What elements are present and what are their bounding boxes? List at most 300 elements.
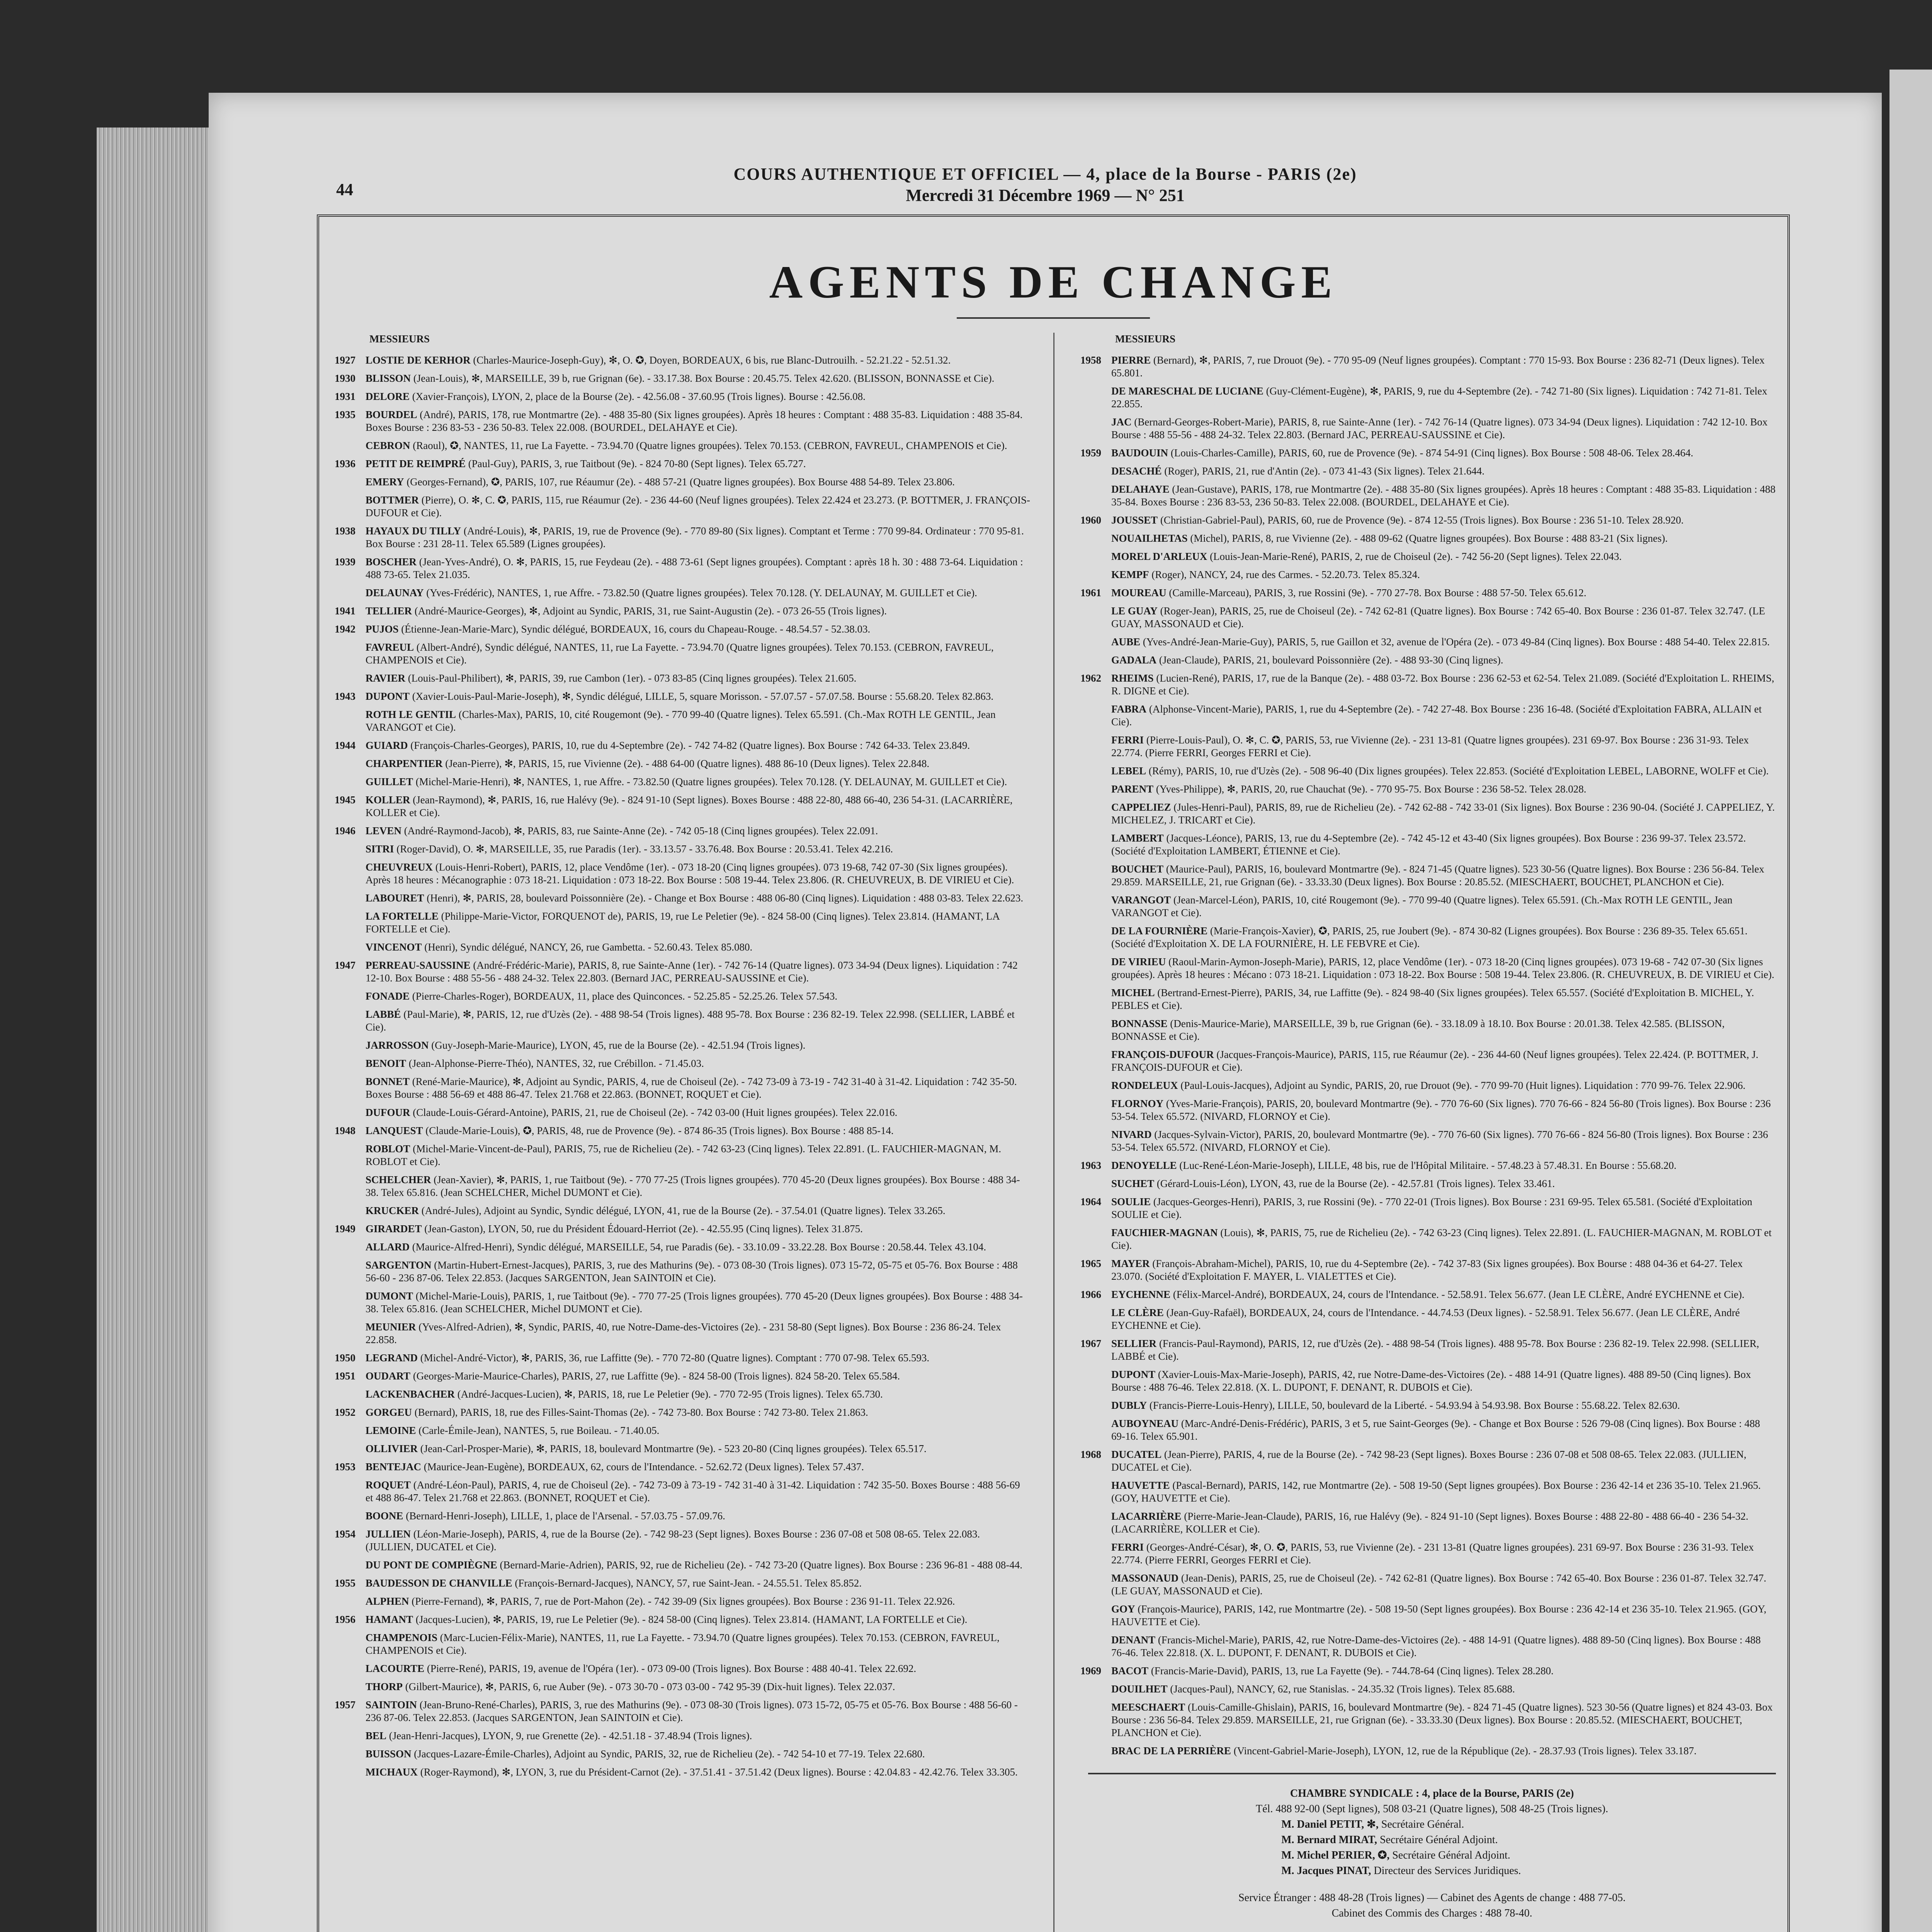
agent-name: DENANT [1111,1634,1156,1646]
page-title: AGENTS DE CHANGE [769,256,1338,308]
agent-details: (Jean-Pierre), PARIS, 4, rue de la Bourse (2e). - 742 98-23 (Sept lignes). Boxes Bourse : 236 07-08 et 508 08-65. Telex 22.083. (JULLIEN, DUCATEL et Cie). [1111,1449,1747,1473]
agent-name: LACARRIÈRE [1111,1510,1182,1522]
member-role: Secrétaire Général Adjoint. [1379,1834,1498,1846]
agent-details: (Albert-André), Syndic délégué, NANTES, 11, rue La Fayette. - 73.94.70 (Quatre lignes groupées). Telex 70.153. (CEBRON, FAVREUL, CHAMPENOIS et Cie). [366,641,994,666]
agent-entry [1080,986,1776,1012]
agent-entry [1080,1417,1776,1443]
agent-name: PIERRE [1111,354,1151,366]
agent-entry [335,1057,1030,1070]
agent-name: DOUILHET [1111,1683,1168,1695]
member-role: Secrétaire Général. [1381,1818,1464,1830]
entry-body [366,1559,1030,1571]
entry-body [1111,605,1776,630]
entry-year [1080,703,1111,728]
agent-name: BEL [366,1730,387,1742]
agent-name: GIRARDET [366,1223,422,1235]
entry-year [1080,1048,1111,1074]
agent-name: BACOT [1111,1665,1149,1677]
agent-name: BRAC DE LA PERRIÈRE [1111,1745,1231,1757]
entry-year [1080,1541,1111,1566]
agent-details: (René-Marie-Maurice), ✻, Adjoint au Syndic, PARIS, 4, rue de Choiseul (2e). - 742 73-09 à 73-19 - 742 31-40 à 31-42. Liquidation : 742 35-50. Boxes Bourse : 488 56-69 et 488 86-47. Telex 21.768 et 22.863. (BONNET, ROQUET et Cie). [366,1076,1017,1100]
entry-body [366,1259,1030,1284]
agent-entry [335,1241,1030,1253]
agent-entry [1080,1226,1776,1252]
entry-body [366,1075,1030,1101]
entry-year [1080,1603,1111,1628]
agent-details: (Charles-Maurice-Joseph-Guy), ✻, O. ✪, Doyen, BORDEAUX, 6 bis, rue Blanc-Dutrouilh. - 52.21.22 - 52.51.32. [473,354,951,366]
document-page [209,93,1882,1932]
entry-year [335,587,366,599]
entry-body [366,1680,1030,1693]
entry-body [1111,1196,1776,1221]
agent-details: (Camille-Marceau), PARIS, 3, rue Rossini (9e). - 770 27-78. Box Bourse : 488 57-50. Telex 65.612. [1169,587,1587,599]
entry-year [1080,550,1111,563]
entry-body [1111,1048,1776,1074]
agent-details: (Jean-Yves-André), O. ✻, PARIS, 15, rue Feydeau (2e). - 488 73-61 (Sept lignes groupées). Comptant : après 18 h. 30 : 488 73-64. Liquidation : 488 73-65. Telex 21.035. [366,556,1023,580]
agent-entry [335,1479,1030,1504]
agent-entry [1080,465,1776,478]
agent-name: SOULIE [1111,1196,1151,1208]
entry-body [1111,986,1776,1012]
entry-body [366,1510,1030,1522]
agent-details: (Vincent-Gabriel-Marie-Joseph), LYON, 12, rue de la République (2e). - 28.37.93 (Trois lignes). Telex 33.187. [1233,1745,1697,1757]
agent-name: LE CLÈRE [1111,1307,1164,1318]
agent-entry [1080,783,1776,796]
entry-year [335,843,366,855]
content-frame [317,214,1790,1932]
agent-details: (Marc-Lucien-Félix-Marie), NANTES, 11, rue La Fayette. - 73.94.70 (Quatre lignes groupées). Telex 70.153. (CEBRON, FAVREUL, CHAMPENOIS et Cie). [366,1632,1000,1656]
entry-body [1111,1159,1776,1172]
entry-body [1111,765,1776,777]
entry-body [1111,654,1776,667]
entry-year [335,708,366,734]
entry-year [1080,783,1111,796]
chambre-members [1088,1817,1776,1879]
agent-name: MOUREAU [1111,587,1167,599]
agent-entry [335,825,1030,837]
entry-year: 1935 [335,409,355,420]
agent-entry [1080,1683,1776,1696]
agent-details: (Jacques-François-Maurice), PARIS, 115, rue Réaumur (2e). - 236 44-60 (Neuf lignes groupées). Telex 22.424. (P. BOTTMER, J. FRANÇOIS-DUFOUR et Cie). [1111,1049,1759,1073]
entry-year [1080,734,1111,759]
agent-details: (Jacques-Paul), NANCY, 62, rue Stanislas. - 24.35.32 (Trois lignes). Telex 85.688. [1170,1683,1515,1695]
agent-entry [335,605,1030,617]
agent-details: (André-Raymond-Jacob), ✻, PARIS, 83, rue Sainte-Anne (2e). - 742 05-18 (Cinq lignes groupées). Telex 22.091. [404,825,878,837]
agent-entry [1080,1257,1776,1283]
agent-details: (Léon-Marie-Joseph), PARIS, 4, rue de la Bourse (2e). - 742 98-23 (Sept lignes). Boxes Bourse : 236 07-08 et 508 08-65. Telex 22.083. (JULLIEN, DUCATEL et Cie). [366,1528,980,1553]
agent-name: FABRA [1111,703,1146,715]
agent-details: (Xavier-François), LYON, 2, place de la Bourse (2e). - 42.56.08 - 37.60.95 (Trois lignes). Bourse : 42.56.08. [412,391,866,402]
entry-body [366,605,1030,617]
agent-entry [335,1510,1030,1522]
agent-details: (Jean-Xavier), ✻, PARIS, 1, rue Taitbout (9e). - 770 77-25 (Trois lignes groupées). 770 45-20 (Deux lignes groupées). Box Bourse : 488 34-38. Telex 65.816. (Jean SCHELCHER, Michel DUMONT et Cie). [366,1174,1020,1198]
entry-year: 1963 [1080,1160,1101,1171]
header-publication: COURS AUTHENTIQUE ET OFFICIEL — 4, place de la Bourse - PARIS (2e) [733,165,1357,184]
agent-entry [1080,447,1776,459]
entry-body [366,672,1030,685]
agent-entry [335,690,1030,703]
agent-entry [335,708,1030,734]
chambre-tel: Tél. 488 92-00 (Sept lignes), 508 03-21 (Quatre lignes), 508 48-25 (Trois lignes). [1256,1803,1608,1815]
agent-name: FAUCHIER-MAGNAN [1111,1227,1218,1238]
entry-body [366,1057,1030,1070]
agent-name: MAYER [1111,1258,1150,1269]
entry-body [366,1143,1030,1168]
agent-details: (Maurice-Paul), PARIS, 16, boulevard Montmartre (9e). - 824 71-45 (Quatre lignes). 523 30-56 (Quatre lignes). Box Bourse : 236 56-84. Telex 29.859. MARSEILLE, 21, rue Grignan (6e). - 33.33.30 (Deux lignes). Box Bourse : 20.85.52. (MIESCHAERT, BOUCHET, PLANCHON et Cie). [1111,863,1764,888]
agent-details: (Denis-Maurice-Marie), MARSEILLE, 39 b, rue Grignan (6e). - 33.18.09 à 18.10. Box Bourse : 20.01.38. Telex 42.585. (BLISSON, BONNASSE et Cie). [1111,1018,1725,1042]
member-name: M. Daniel PETIT, ✻, [1281,1818,1379,1830]
agent-name: CHARPENTIER [366,758,443,769]
agent-entry [335,892,1030,905]
entry-body [366,1748,1030,1760]
agent-name: DUFOUR [366,1107,410,1118]
agent-details: (Henri), Syndic délégué, NANCY, 26, rue Gambetta. - 52.60.43. Telex 85.080. [424,941,753,953]
agent-entry [1080,587,1776,599]
entry-body [366,1223,1030,1235]
entry-year [335,1662,366,1675]
right-heading: MESSIEURS [1115,333,1176,345]
agent-entry [335,861,1030,886]
agent-entry [1080,1048,1776,1074]
agent-details: (Bernard-Marie-Adrien), PARIS, 92, rue de Richelieu (2e). - 742 73-20 (Quatre lignes). Box Bourse : 236 96-81 - 488 08-44. [500,1559,1022,1571]
agent-details: (Marie-François-Xavier), ✪, PARIS, 25, rue Joubert (9e). - 874 30-82 (Lignes groupées). Box Bourse : 236 89-35. Telex 65.651. (Société d'Exploitation X. DE LA FOURNIÈRE, H. LE FEBVRE et Cie). [1111,925,1748,949]
agent-details: (Jean-Henri-Jacques), LYON, 9, rue Grenette (2e). - 42.51.18 - 37.48.94 (Trois lignes). [389,1730,752,1742]
agent-entry [335,439,1030,452]
entry-year [1080,863,1111,888]
agent-entry [335,1388,1030,1401]
agent-details: (Xavier-Louis-Paul-Marie-Joseph), ✻, Syndic délégué, LILLE, 5, square Morisson. - 57.07.57 - 57.07.58. Bourse : 55.68.20. Telex 82.863. [412,690,994,702]
entry-body [366,1424,1030,1437]
entry-body [1111,532,1776,545]
agent-entry [1080,1479,1776,1505]
agent-details: (Roger), PARIS, 21, rue d'Antin (2e). - 073 41-43 (Six lignes). Telex 21.644. [1164,465,1485,477]
chambre-title: CHAMBRE SYNDICALE : 4, place de la Bourse, PARIS (2e) [1290,1787,1574,1799]
agent-entry [1080,416,1776,441]
agent-entry [335,1680,1030,1693]
agent-name: DENOYELLE [1111,1160,1177,1171]
agent-details: (Guy-Joseph-Marie-Maurice), LYON, 45, rue de la Bourse (2e). - 42.51.94 (Trois lignes). [431,1039,806,1051]
entry-body [366,861,1030,886]
agent-details: (Raoul), ✪, NANTES, 11, rue La Fayette. - 73.94.70 (Quatre lignes groupées). Telex 70.153. (CEBRON, FAVREUL, CHAMPENOIS et Cie). [413,440,1007,451]
entry-year: 1941 [335,605,355,617]
entry-body [366,843,1030,855]
entry-year [335,1730,366,1742]
agent-name: LA FORTELLE [366,910,439,922]
agent-entry [335,757,1030,770]
agent-details: (Rémy), PARIS, 10, rue d'Uzès (2e). - 508 96-40 (Dix lignes groupées). Telex 22.853. (Société d'Exploitation LEBEL, LABORNE, WOLFF et Cie). [1148,765,1769,777]
agent-entry [335,1748,1030,1760]
agent-entry [1080,894,1776,919]
agent-details: (Michel-Marie-Louis), PARIS, 1, rue Taitbout (9e). - 770 77-25 (Trois lignes groupées). 770 45-20 (Deux lignes groupées). Box Bourse : 488 34-38. Telex 65.816. (Jean SCHELCHER, Michel DUMONT et Cie). [366,1290,1023,1315]
agent-details: (Xavier-Louis-Max-Marie-Joseph), PARIS, 42, rue Notre-Dame-des-Victoires (2e). - 488 14-91 (Quatre lignes). 488 89-50 (Cinq lignes). Box Bourse : 488 76-46. Telex 22.818. (X. L. DUPONT, F. DENANT, R. DUBOIS et Cie). [1111,1369,1751,1393]
agent-details: (Pierre-Fernand), ✻, PARIS, 7, rue de Port-Mahon (2e). - 742 39-09 (Six lignes groupées). Box Bourse : 236 91-11. Telex 22.926. [412,1595,955,1607]
agent-name: DESACHÉ [1111,465,1162,477]
agent-name: DUBLY [1111,1400,1147,1411]
agent-entry [335,941,1030,954]
agent-details: (Georges-André-César), ✻, O. ✪, PARIS, 53, rue Vivienne (2e). - 231 13-81 (Quatre lignes groupées). 231 69-97. Box Bourse : 236 31-93. Telex 22.774. (Pierre FERRI, Georges FERRI et Cie). [1111,1541,1754,1566]
agent-name: MICHEL [1111,987,1155,998]
agent-entry [335,1730,1030,1742]
title-rule [957,317,1150,319]
entry-year: 1942 [335,623,355,635]
agent-details: (Jean-Raymond), ✻, PARIS, 16, rue Halévy (9e). - 824 91-10 (Sept lignes). Boxes Bourse : 488 22-80, 488 66-40, 236 54-31. (LACARRIÈRE, KOLLER et Cie). [366,794,1013,818]
entry-body [1111,354,1776,379]
entry-year [335,1559,366,1571]
agent-name: ALLARD [366,1241,410,1253]
agent-entry [335,1461,1030,1473]
agent-entry [335,1559,1030,1571]
page-number: 44 [336,180,353,199]
agent-entry [335,794,1030,819]
agent-details: (Jean-Pierre), ✻, PARIS, 15, rue Vivienne (2e). - 488 64-00 (Quatre lignes). 488 86-10 (Deux lignes). Telex 22.848. [445,758,930,769]
agent-entry [335,354,1030,367]
agent-name: LANQUEST [366,1125,423,1136]
entry-year [1080,956,1111,981]
agent-entry [335,1143,1030,1168]
agent-name: MOREL D'ARLEUX [1111,551,1208,562]
entry-body [1111,1745,1776,1757]
entry-year [335,941,366,954]
entry-body [1111,1479,1776,1505]
agent-entry [335,1577,1030,1590]
entry-body [366,390,1030,403]
entry-body [366,1290,1030,1315]
agent-details: (Louis-Paul-Philibert), ✻, PARIS, 39, rue Cambon (1er). - 073 83-85 (Cinq lignes groupées). Telex 21.605. [408,672,857,684]
entry-body [1111,514,1776,527]
entry-body [366,892,1030,905]
entry-year: 1964 [1080,1196,1101,1208]
agent-name: LOSTIE DE KERHOR [366,354,471,366]
agent-entry [1080,1448,1776,1474]
entry-year: 1968 [1080,1449,1101,1460]
agent-name: SCHELCHER [366,1174,431,1185]
agent-entry [335,556,1030,581]
entry-year: 1947 [335,959,355,971]
agent-name: GORGEU [366,1406,412,1418]
agent-details: (Roger), NANCY, 24, rue des Carmes. - 52.20.73. Telex 85.324. [1151,569,1420,580]
entry-body [1111,1448,1776,1474]
agent-details: (Francis-Marie-David), PARIS, 13, rue La Fayette (9e). - 744.78-64 (Cinq lignes). Telex 28.280. [1151,1665,1554,1677]
agent-entry [1080,1177,1776,1190]
entry-year: 1961 [1080,587,1101,599]
entry-year [335,1680,366,1693]
agent-entry [1080,568,1776,581]
entry-body [366,1613,1030,1626]
entry-body [1111,832,1776,857]
entry-year [335,1039,366,1052]
agent-entry [335,910,1030,935]
entry-body [1111,1097,1776,1123]
agent-entry [335,1424,1030,1437]
agent-details: (André-Jacques-Lucien), ✻, PARIS, 18, rue Le Peletier (9e). - 770 72-95 (Trois lignes). Telex 65.730. [457,1388,883,1400]
agent-entry [335,1613,1030,1626]
left-column [335,333,1030,1932]
agent-entry [335,739,1030,752]
agent-details: (Jean-Claude), PARIS, 21, boulevard Poissonnière (2e). - 488 93-30 (Cinq lignes). [1159,654,1503,666]
agent-entry [1080,1634,1776,1659]
agent-name: DE MARESCHAL DE LUCIANE [1111,385,1264,397]
agent-name: THORP [366,1681,403,1692]
agent-entry [335,776,1030,788]
agent-details: (Michel-André-Victor), ✻, PARIS, 36, rue Laffitte (9e). - 770 72-80 (Quatre lignes). Comptant : 770 07-98. Telex 65.593. [420,1352,930,1364]
agent-entry [1080,550,1776,563]
entry-year [335,1766,366,1779]
agent-name: CHAMPENOIS [366,1632,438,1643]
agent-details: (Alphonse-Vincent-Marie), PARIS, 1, rue du 4-Septembre (2e). - 742 27-48. Box Bourse : 236 16-48. (Société d'Exploitation FABRA, ALLAIN et Cie). [1111,703,1762,728]
agent-name: NOUAILHETAS [1111,532,1188,544]
entry-body [1111,783,1776,796]
agent-entry [1080,1368,1776,1394]
entry-year [1080,1399,1111,1412]
agent-details: (Michel), PARIS, 8, rue Vivienne (2e). - 488 09-62 (Quatre lignes groupées). Box Bourse : 488 83-21 (Six lignes). [1190,532,1668,544]
agent-name: ALPHEN [366,1595,409,1607]
entry-year: 1957 [335,1699,355,1711]
agent-name: BOSCHER [366,556,417,568]
agent-entry [1080,801,1776,827]
agent-name: DUPONT [366,690,410,702]
entry-year: 1951 [335,1370,355,1382]
chambre-member [1088,1817,1776,1832]
entry-body [1111,1177,1776,1190]
agent-entry [335,990,1030,1003]
book-page-edges [97,128,216,1932]
entry-year [335,1290,366,1315]
entry-year [335,1510,366,1522]
agent-details: (François-Charles-Georges), PARIS, 10, rue du 4-Septembre (2e). - 742 74-82 (Quatre lignes). Box Bourse : 742 64-33. Telex 23.849. [410,740,970,751]
agent-details: (Bernard), PARIS, 18, rue des Filles-Saint-Thomas (2e). - 742 73-80. Box Bourse : 742 73-80. Telex 21.863. [414,1406,868,1418]
entry-body [366,1528,1030,1553]
agent-entry [335,1124,1030,1137]
agent-entry [1080,1337,1776,1363]
entry-body [366,1577,1030,1590]
header-date: Mercredi 31 Décembre 1969 — N° 251 [906,186,1185,205]
entry-year [335,1321,366,1346]
entry-body [366,825,1030,837]
agent-details: (Marc-André-Denis-Frédéric), PARIS, 3 et 5, rue Saint-Georges (9e). - Change et Box Bourse : 526 79-08 (Cinq lignes). Box Bourse : 488 69-16. Telex 65.901. [1111,1418,1760,1442]
entry-year [1080,1572,1111,1597]
entry-body [366,1442,1030,1455]
agent-entry [335,1442,1030,1455]
agent-name: BONNET [366,1076,410,1087]
entry-year: 1930 [335,372,355,384]
agent-entry [1080,1541,1776,1566]
agent-details: (Henri), ✻, PARIS, 28, boulevard Poissonnière (2e). - Change et Box Bourse : 488 06-80 (Cinq lignes). Liquidation : 488 03-83. Telex 22.623. [427,892,1024,904]
entry-year [1080,1097,1111,1123]
agent-name: LACOURTE [366,1663,425,1674]
entry-body [1111,1510,1776,1536]
agent-details: (Gérard-Louis-Léon), LYON, 43, rue de la Bourse (2e). - 42.57.81 (Trois lignes). Telex 33.461. [1156,1178,1555,1189]
agent-name: FERRI [1111,1541,1144,1553]
entry-body [366,556,1030,581]
agent-name: ROBLOT [366,1143,410,1155]
agent-name: DELORE [366,391,410,402]
agent-entry [1080,1128,1776,1154]
entry-body [1111,568,1776,581]
agent-entry [1080,1745,1776,1757]
agent-name: RHEIMS [1111,672,1154,684]
entry-body [366,408,1030,434]
entry-body [366,910,1030,935]
agent-name: RONDELEUX [1111,1080,1178,1091]
agent-name: MEESCHAERT [1111,1701,1185,1713]
entry-year [335,439,366,452]
agent-entry [1080,765,1776,777]
entry-year [335,1479,366,1504]
agent-details: (Philippe-Marie-Victor, FORQUENOT de), PARIS, 19, rue Le Peletier (9e). - 824 58-00 (Cinq lignes). Telex 23.814. (HAMANT, LA FORTELLE et Cie). [366,910,1000,935]
entry-body [366,1461,1030,1473]
entry-body [366,494,1030,519]
agent-name: HAYAUX DU TILLY [366,525,461,537]
agent-details: (Roger-Jean), PARIS, 25, rue de Choiseul (2e). - 742 62-81 (Quatre lignes). Box Bourse : 742 65-40. Box Bourse : 236 01-87. Telex 32.747. (LE GUAY, MASSONAUD et Cie). [1111,605,1765,629]
agent-details: (Pierre-Marie-Jean-Claude), PARIS, 16, rue Halévy (9e). - 824 91-10 (Sept lignes). Boxes Bourse : 488 22-80 - 488 66-40 - 236 54-32. (LACARRIÈRE, KOLLER et Cie). [1111,1510,1748,1535]
agent-name: ROQUET [366,1479,411,1491]
entry-body [366,1479,1030,1504]
agent-details: (François-Bernard-Jacques), NANCY, 57, rue Saint-Jean. - 24.55.51. Telex 85.852. [515,1577,862,1589]
agent-name: HAMANT [366,1614,413,1625]
agent-details: (Yves-André-Jean-Marie-Guy), PARIS, 5, rue Gaillon et 32, avenue de l'Opéra (2e). - 073 49-84 (Cinq lignes). Box Bourse : 488 54-40. Telex 22.815. [1143,636,1770,648]
agent-entry [1080,1288,1776,1301]
entry-year [335,990,366,1003]
agent-name: NIVARD [1111,1129,1152,1140]
agent-details: (Bertrand-Ernest-Pierre), PARIS, 34, rue Laffitte (9e). - 824 98-40 (Six lignes groupées). Telex 65.557. (Société d'Exploitation B. MICHEL, Y. PEBLES et Cie). [1111,987,1754,1011]
entry-year [1080,1177,1111,1190]
entry-body [366,641,1030,667]
agent-name: DELAHAYE [1111,483,1170,495]
right-column [1080,333,1776,1932]
entry-year [1080,986,1111,1012]
chambre-member [1088,1848,1776,1863]
entry-body [366,941,1030,954]
entry-body [366,354,1030,367]
entry-body [366,1370,1030,1383]
agent-name: BLISSON [366,372,411,384]
agent-details: (Guy-Clément-Eugène), ✻, PARIS, 9, rue du 4-Septembre (2e). - 742 71-80 (Six lignes). Liquidation : 742 71-81. Telex 22.855. [1111,385,1767,410]
agent-name: OUDART [366,1370,411,1382]
entry-body [1111,1399,1776,1412]
agent-name: BOTTMER [366,494,419,506]
entry-body [1111,956,1776,981]
entry-year [335,1595,366,1608]
agent-entry [335,390,1030,403]
entry-body [1111,1288,1776,1301]
agent-name: SUCHET [1111,1178,1155,1189]
agent-entry [335,1106,1030,1119]
agent-details: (Jean-Marcel-Léon), PARIS, 10, cité Rougemont (9e). - 770 99-40 (Quatre lignes). Telex 65.591. (Ch.-Max ROTH LE GENTIL, Jean VARANGOT et Cie). [1111,894,1733,918]
agent-entry [1080,956,1776,981]
entry-year: 1966 [1080,1289,1101,1300]
entry-body [1111,1128,1776,1154]
entry-body [366,1406,1030,1419]
agent-name: DE LA FOURNIÈRE [1111,925,1208,937]
entry-year [1080,1079,1111,1092]
entry-year: 1931 [335,391,355,402]
entry-year [1080,1701,1111,1739]
agent-details: (Yves-Frédéric), NANTES, 1, rue Affre. - 73.82.50 (Quatre lignes groupées). Telex 70.128. (Y. DELAUNAY, M. GUILLET et Cie). [426,587,977,599]
agent-entry [1080,1159,1776,1172]
entry-body [1111,1079,1776,1092]
agent-name: BOONE [366,1510,403,1522]
entry-body [1111,894,1776,919]
entry-body [1111,863,1776,888]
agent-entry [1080,832,1776,857]
entry-body [366,1124,1030,1137]
agent-details: (Bernard-Georges-Robert-Marie), PARIS, 8, rue Sainte-Anne (1er). - 742 76-14 (Quatre lignes). 073 34-94 (Deux lignes). Liquidation : 742 12-10. Box Bourse : 488 55-56 - 488 24-32. Telex 22.803. (Bernard JAC, PERREAU-SAUSSINE et Cie). [1111,416,1768,440]
agent-details: (Pierre-René), PARIS, 19, avenue de l'Opéra (1er). - 073 09-00 (Trois lignes). Box Bourse : 488 40-41. Telex 22.692. [427,1663,917,1674]
entry-body [1111,1306,1776,1332]
agent-name: BENOIT [366,1058,406,1069]
entry-year [1080,1479,1111,1505]
entry-body [1111,1257,1776,1283]
